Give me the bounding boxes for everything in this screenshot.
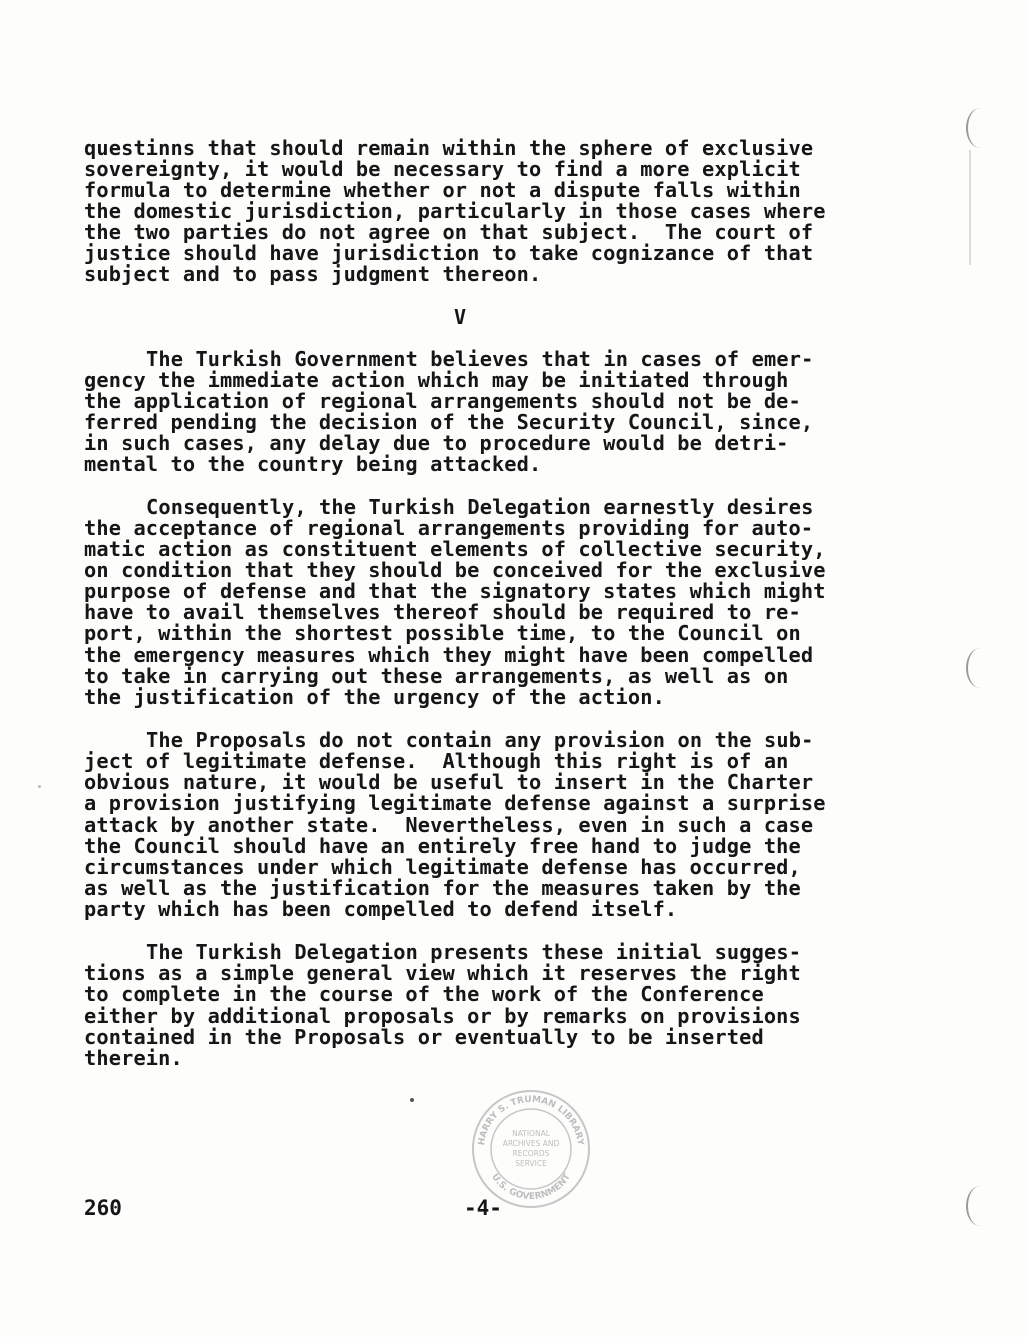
stamp-line-3: RECORDS [512, 1149, 550, 1158]
text-line: circumstances under which legitimate defense has occurred, [84, 855, 801, 879]
ink-speck [410, 1098, 414, 1102]
text-line: the two parties do not agree on that subject. The court of [84, 220, 814, 244]
text-line: matic action as constituent elements of collective security, [84, 537, 826, 561]
text-line: attack by another state. Nevertheless, even in such a case [84, 813, 814, 837]
text-line: formula to determine whether or not a dispute falls within [84, 178, 801, 202]
text-line: subject and to pass judgment thereon. [84, 262, 542, 286]
punch-hole-mark [966, 648, 994, 688]
text-line: the emergency measures which they might have been compelled [84, 643, 814, 667]
text-line: the application of regional arrangements should not be de- [84, 389, 801, 413]
text-line: to take in carrying out these arrangements, as well as on [84, 664, 789, 688]
text-line: to complete in the course of the work of the Conference [84, 982, 764, 1006]
text-line: the acceptance of regional arrangements providing for auto- [84, 516, 814, 540]
text-line: obvious nature, it would be useful to insert in the Charter [84, 770, 814, 794]
stamp-bottom-text: U.S. GOVERNMENT [489, 1172, 573, 1203]
punch-hole-mark [966, 1186, 994, 1226]
stamp-line-1: NATIONAL [512, 1129, 550, 1138]
text-line: The Proposals do not contain any provision on the sub- [146, 728, 814, 752]
text-line: as well as the justification for the measures taken by the [84, 876, 801, 900]
text-line: mental to the country being attacked. [84, 452, 542, 476]
document-number: 260 [84, 1196, 122, 1220]
text-line: Consequently, the Turkish Delegation earnestly desires [146, 495, 814, 519]
section-heading: V [453, 305, 467, 329]
text-line: justice should have jurisdiction to take cognizance of that [84, 241, 814, 265]
stamp-top-text: HARRY S. TRUMAN LIBRARY [477, 1094, 585, 1147]
paper-speck [38, 785, 41, 788]
text-line: The Turkish Government believes that in cases of emer- [146, 347, 814, 371]
edge-crease [969, 150, 971, 265]
stamp-line-4: SERVICE [515, 1159, 547, 1168]
text-line: port, within the shortest possible time, to the Council on [84, 621, 801, 645]
text-line: tions as a simple general view which it reserves the right [84, 961, 801, 985]
text-line: a provision justifying legitimate defense against a surprise [84, 791, 826, 815]
text-line: party which has been compelled to defend itself. [84, 897, 678, 921]
text-line: The Turkish Delegation presents these initial sugges- [146, 940, 802, 964]
text-line: the domestic jurisdiction, particularly in those cases where [84, 199, 826, 223]
text-line: contained in the Proposals or eventually to be inserted [84, 1025, 764, 1049]
text-line: purpose of defense and that the signatory states which might [84, 579, 826, 603]
text-line: on condition that they should be conceived for the exclusive [84, 558, 826, 582]
text-line: in such cases, any delay due to procedure would be detri- [84, 431, 789, 455]
text-line: ferred pending the decision of the Security Council, since, [84, 410, 814, 434]
text-line: ject of legitimate defense. Although this right is of an [84, 749, 789, 773]
text-line: therein. [84, 1046, 183, 1070]
archive-stamp-seal [470, 1088, 592, 1210]
text-line: the justification of the urgency of the action. [84, 685, 665, 709]
page-number: -4- [464, 1196, 502, 1220]
text-line: either by additional proposals or by remarks on provisions [84, 1004, 801, 1028]
punch-hole-mark [966, 108, 994, 148]
text-line: sovereignty, it would be necessary to find a more explicit [84, 157, 801, 181]
text-line: questinns that should remain within the sphere of exclusive [84, 136, 814, 160]
text-line: gency the immediate action which may be initiated through [84, 368, 789, 392]
text-line: the Council should have an entirely free hand to judge the [84, 834, 801, 858]
stamp-line-2: ARCHIVES AND [502, 1139, 560, 1148]
text-line: have to avail themselves thereof should be required to re- [84, 600, 801, 624]
